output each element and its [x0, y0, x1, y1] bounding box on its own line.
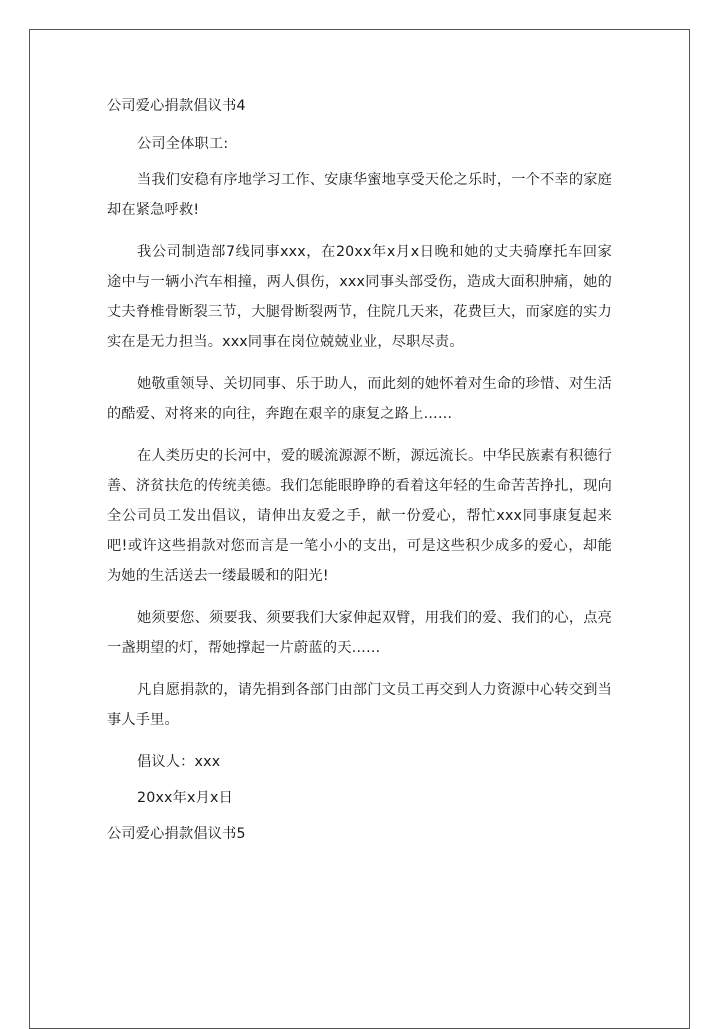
document-body — [107, 91, 612, 857]
next-document-heading: 公司爱心捐款倡议书5 — [107, 826, 246, 842]
salutation: 公司全体职工: — [137, 136, 229, 152]
paragraph: 凡自愿捐款的，请先捐到各部门由部门文员工再交到人力资源中心转交到当事人手里。 — [107, 682, 612, 728]
signatory: 倡议人：xxx — [137, 754, 221, 770]
paragraph: 我公司制造部7线同事xxx，在20xx年x月x日晚和她的丈夫骑摩托车回家途中与一辆小汽车相撞，两人俱伤，xxx同事头部受伤，造成大面积肿痛，她的丈夫脊椎骨断裂三节，大腿骨断裂两节，住院几天来，花费巨大，而家庭的实力实在是无力担当。xxx同事在岗位兢兢业业，尽职尽责。 — [107, 244, 612, 350]
paragraph: 她须要您、须要我、须要我们大家伸起双臂，用我们的爱、我们的心，点亮一盏期望的灯，帮她撑起一片蔚蓝的天…… — [107, 610, 612, 656]
paragraph: 在人类历史的长河中，爱的暖流源源不断，源远流长。中华民族素有积德行善、济贫扶危的传统美德。我们怎能眼睁睁的看着这年轻的生命苦苦挣扎，现向全公司员工发出倡议，请伸出友爱之手，献一份爱心，帮忙xxx同事康复起来吧!或许这些捐款对您而言是一笔小小的支出，可是这些积少成多的爱心，却能为她的生活送去一缕最暖和的阳光! — [107, 448, 612, 584]
paragraph: 她敬重领导、关切同事、乐于助人，而此刻的她怀着对生命的珍惜、对生活的酷爱、对将来的向往，奔跑在艰辛的康复之路上…… — [107, 376, 612, 422]
paragraph: 当我们安稳有序地学习工作、安康华蜜地享受天伦之乐时，一个不幸的家庭却在紧急呼救! — [107, 172, 612, 218]
date: 20xx年x月x日 — [137, 790, 234, 806]
document-heading: 公司爱心捐款倡议书4 — [107, 98, 246, 114]
